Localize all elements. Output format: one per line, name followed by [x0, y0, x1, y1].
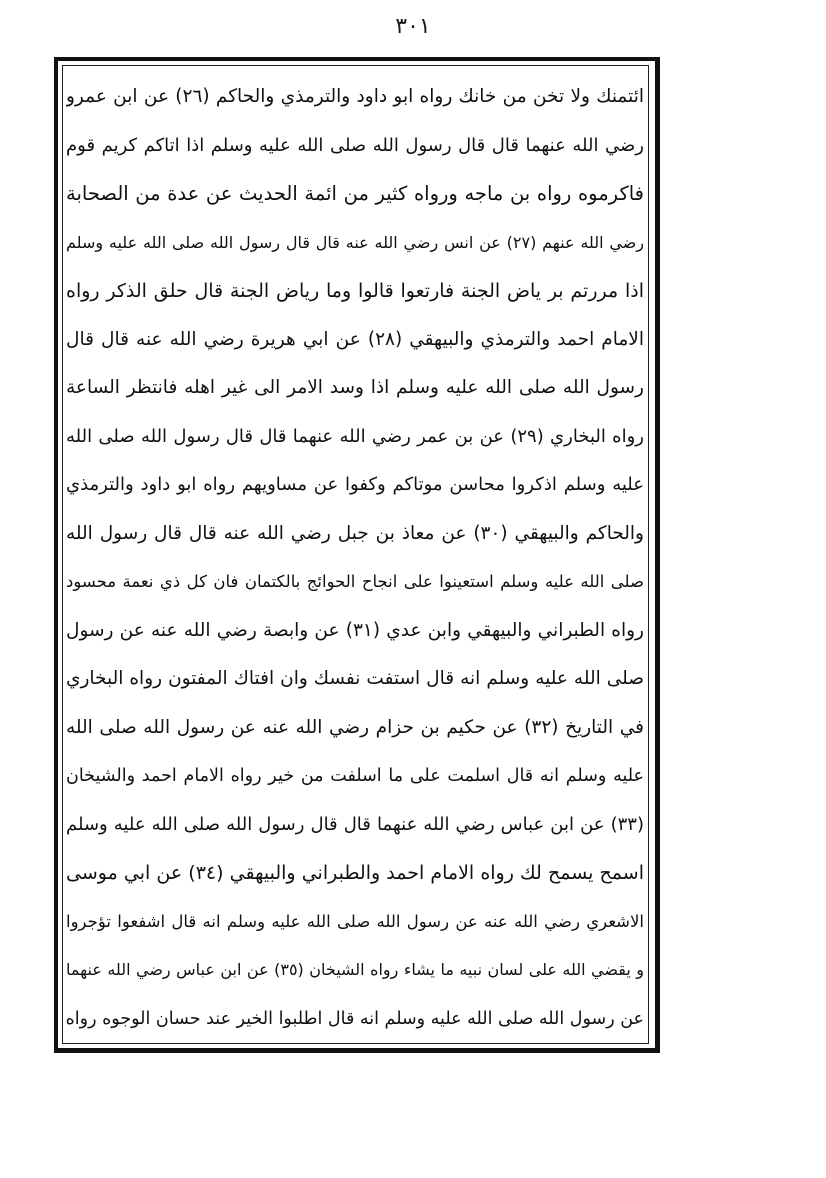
text-line-17: اسمح يسمح لك رواه الامام احمد والطبراني والبيهقي (٣٤) عن ابي موسى: [66, 862, 644, 885]
text-line-2: رضي الله عنهما قال قال رسول الله صلى الله عليه وسلم اذا اتاكم كريم قوم: [66, 134, 644, 156]
text-line-4: رضي الله عنهم (٢٧) عن انس رضي الله عنه قال قال رسول الله صلى الله عليه وسلم: [66, 232, 644, 252]
text-line-15: عليه وسلم انه قال اسلمت على ما اسلفت من خير رواه الامام احمد والشيخان: [66, 766, 644, 787]
text-line-6: الامام احمد والترمذي والبيهقي (٢٨) عن ابي هريرة رضي الله عنه قال قال: [66, 328, 644, 350]
text-line-19: و يقضي الله على لسان نبيه ما يشاء رواه الشيخان (٣٥) عن ابن عباس رضي الله عنهما: [66, 960, 644, 980]
text-line-8: رواه البخاري (٢٩) عن بن عمر رضي الله عنهما قال قال رسول الله صلى الله: [66, 425, 644, 447]
text-line-12: رواه الطبراني والبيهقي وابن عدي (٣١) عن وابصة رضي الله عنه عن رسول: [66, 619, 644, 641]
text-line-9: عليه وسلم اذكروا محاسن موتاكم وكفوا عن مساويهم رواه ابو داود والترمذي: [66, 474, 644, 496]
text-line-18: الاشعري رضي الله عنه عن رسول الله صلى الله عليه وسلم انه قال اشفعوا تؤجروا: [66, 911, 644, 931]
text-line-3: فاكرموه رواه بن ماجه ورواه كثير من ائمة الحديث عن عدة من الصحابة: [66, 182, 644, 206]
text-line-14: في التاريخ (٣٢) عن حكيم بن حزام رضي الله عنه عن رسول الله صلى الله: [66, 716, 644, 738]
body-text: [66, 78, 644, 1038]
text-line-7: رسول الله صلى الله عليه وسلم اذا وسد الامر الى غير اهله فانتظر الساعة: [66, 377, 644, 399]
text-line-16: (٣٣) عن ابن عباس رضي الله عنهما قال قال رسول الله صلى الله عليه وسلم: [66, 813, 644, 835]
text-line-13: صلى الله عليه وسلم انه قال استفت نفسك وان افتاك المفتون رواه البخاري: [66, 668, 644, 690]
text-line-5: اذا مررتم بر ياض الجنة فارتعوا قالوا وما رياض الجنة قال حلق الذكر رواه: [66, 280, 644, 303]
text-line-20: عن رسول الله صلى الله عليه وسلم انه قال اطلبوا الخير عند حسان الوجوه رواه: [66, 1008, 644, 1029]
text-line-11: صلى الله عليه وسلم استعينوا على انجاح الحوائج بالكتمان فان كل ذي نعمة محسود: [66, 572, 644, 592]
text-line-10: والحاكم والبيهقي (٣٠) عن معاذ بن جبل رضي الله عنه قال قال رسول الله: [66, 522, 644, 544]
text-line-1: ائتمنك ولا تخن من خانك رواه ابو داود والترمذي والحاكم (٢٦) عن ابن عمرو: [66, 86, 644, 107]
page-number: ٣٠١: [395, 14, 431, 39]
